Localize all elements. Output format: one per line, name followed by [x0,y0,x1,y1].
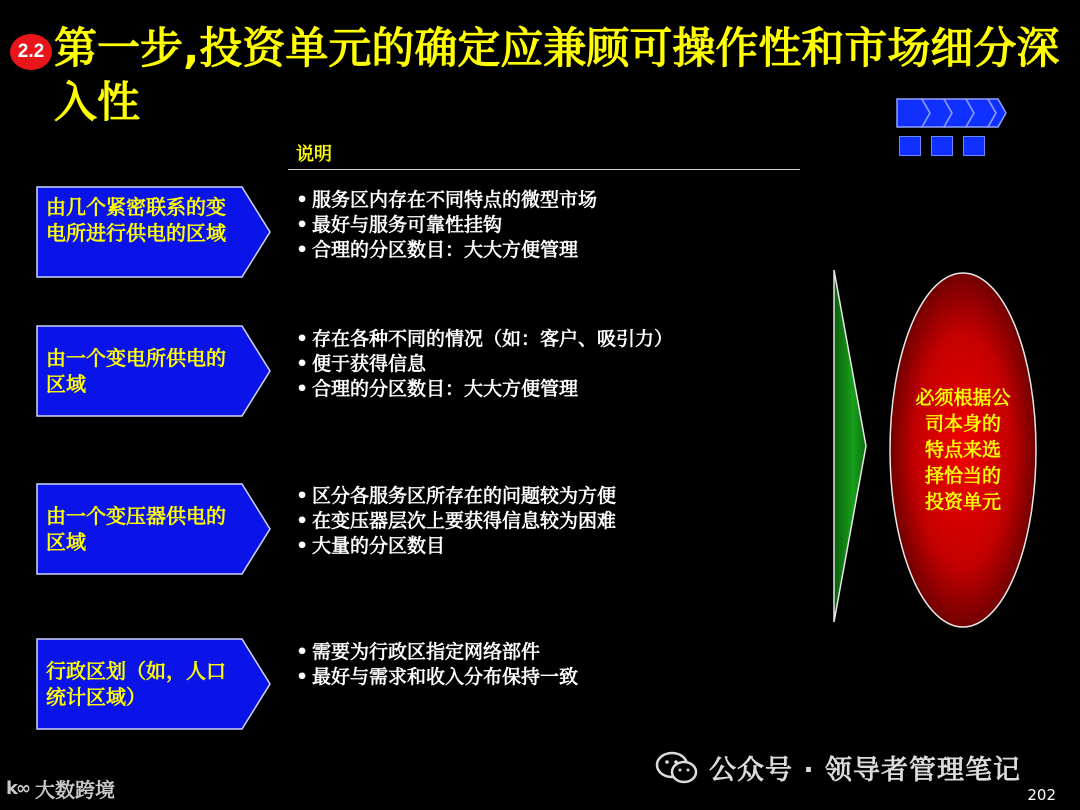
page-number: 202 [1027,786,1056,804]
watermark-text: 公众号 · 领导者管理笔记 [709,755,1022,786]
bullet-item: • 便于获得信息 [296,352,673,377]
bullet-item: • 在变压器层次上要获得信息较为困难 [296,509,616,534]
bullet-item: • 服务区内存在不同特点的微型市场 [296,188,597,213]
brand-logo [6,774,115,803]
bullet-item: • 需要为行政区指定网络部件 [296,640,578,665]
option-label-1: 由几个紧密联系的变电所进行供电的区域 [46,195,226,245]
bullet-list-4 [296,640,578,690]
conclusion-ellipse [888,270,1038,630]
conclusion-line: 特点来选 [924,439,1001,461]
progress-squares [899,136,985,156]
bullet-list-2 [296,327,673,402]
wechat-icon [655,751,699,785]
option-box-4 [36,638,272,730]
bullet-list-3 [296,484,616,559]
bullet-item: • 区分各服务区所存在的问题较为方便 [296,484,616,509]
option-label-3: 由一个变压器供电的区域 [46,504,226,554]
progress-square-2 [931,136,953,156]
conclusion-line: 投资单元 [924,491,1001,513]
option-box-2 [36,325,272,417]
column-header: 说明 [296,144,332,165]
option-box-1 [36,186,272,278]
bullet-item: • 最好与服务可靠性挂钩 [296,213,597,238]
brand-logo-icon: k∞ [6,778,29,799]
bullet-item: • 最好与需求和收入分布保持一致 [296,665,578,690]
wechat-watermark [655,748,1021,787]
option-label-2: 由一个变电所供电的区域 [46,346,226,396]
bullet-item: • 合理的分区数目：大大方便管理 [296,238,597,263]
bullet-list-1 [296,188,597,263]
section-badge: 2.2 [10,34,52,70]
bullet-item: • 合理的分区数目：大大方便管理 [296,377,673,402]
convergence-arrow-icon [832,268,868,624]
progress-chevrons-icon [896,96,1008,130]
option-box-3 [36,483,272,575]
conclusion-line: 必须根据公 [915,387,1011,409]
conclusion-line: 择恰当的 [924,465,1001,487]
bullet-item: • 存在各种不同的情况（如：客户、吸引力） [296,327,673,352]
option-label-4: 行政区划（如，人口统计区域） [46,659,226,709]
slide-title: 第一步,投资单元的确定应兼顾可操作性和市场细分深入性 [54,24,1060,128]
brand-logo-text: 大数跨境 [34,778,115,802]
bullet-item: • 大量的分区数目 [296,534,616,559]
conclusion-text [888,270,1038,630]
conclusion-line: 司本身的 [924,413,1001,435]
progress-square-1 [899,136,921,156]
progress-square-3 [963,136,985,156]
header-divider [288,169,800,170]
